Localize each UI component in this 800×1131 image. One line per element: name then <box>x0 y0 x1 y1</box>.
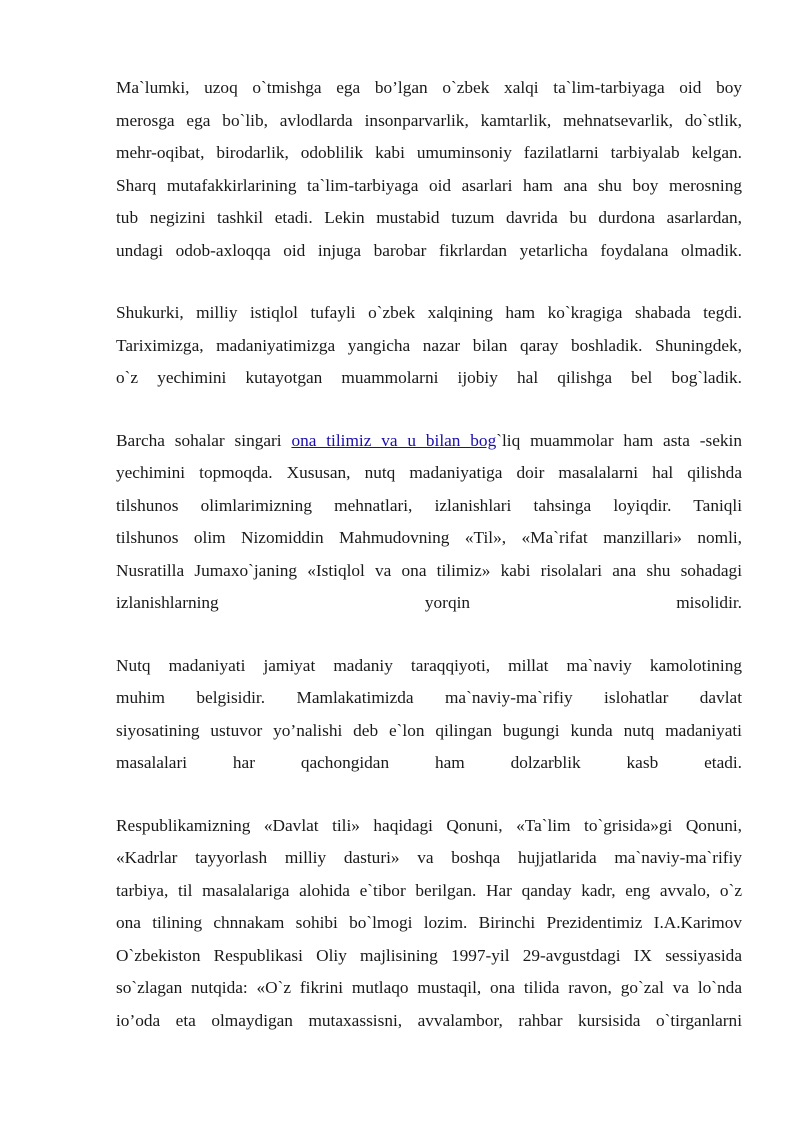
text-line: Tariximizga, madaniyatimizga yangicha nazar bilan qaray boshladik. Shuningdek, <box>116 335 742 355</box>
text-line: Nusratilla Jumaxo`janing «Istiqlol va ona tilimiz» kabi risolalari ana shu sohadagi <box>116 560 742 580</box>
text-line: tub negizini tashkil etadi. Lekin mustabid tuzum davrida bu durdona asarlardan, <box>116 208 742 227</box>
text-line: masalalari har qachongidan ham dolzarblik kasb etadi. <box>116 753 742 772</box>
text-line: O`zbekiston Respublikasi Oliy majlisining 1997-yil 29-avgustdagi IX sessiyasida <box>116 945 742 965</box>
text-segment: Barcha sohalar singari <box>116 430 292 450</box>
paragraph-4 <box>116 650 742 780</box>
text-line: merosga ega bo`lib, avlodlarda insonparvarlik, kamtarlik, mehnatsevarlik, do`stlik, <box>116 110 742 130</box>
text-line: undagi odob-axloqqa oid injuga barobar fikrlardan yetarlicha foydalana olmadik. <box>116 240 742 260</box>
text-line: siyosatining ustuvor yo’nalishi deb e`lon qilingan bugungi kunda nutq madaniyati <box>116 720 742 740</box>
paragraph-5 <box>116 810 742 1038</box>
text-line: Respublikamizning «Davlat tili» haqidagi Qonuni, «Ta`lim to`grisida»gi Qonuni, <box>116 815 742 835</box>
text-line: yechimini topmoqda. Xususan, nutq madaniyatiga doir masalalarni hal qilishda <box>116 463 742 482</box>
text-line: mehr-oqibat, birodarlik, odoblilik kabi umuminsoniy fazilatlarni tarbiyalab kelgan. <box>116 143 742 162</box>
paragraph-1 <box>116 72 742 267</box>
text-line: «Kadrlar tayyorlash milliy dasturi» va boshqa hujjatlarida ma`naviy-ma`rifiy <box>116 848 742 867</box>
text-line: so`zlagan nutqida: «O`z fikrini mutlaqo mustaqil, ona tilida ravon, go`zal va lo`nda <box>116 978 742 997</box>
text-line: tilshunos olim Nizomiddin Mahmudovning «Til», «Ma`rifat manzillari» nomli, <box>116 528 742 547</box>
document-body <box>116 72 742 1067</box>
text-line: Shukurki, milliy istiqlol tufayli o`zbek xalqining ham ko`kragiga shabada tegdi. <box>116 303 742 322</box>
text-line <box>116 425 742 458</box>
hyperlink[interactable]: ona tilimiz va u bilan bog <box>291 430 497 450</box>
text-line: Sharq mutafakkirlarining ta`lim-tarbiyaga oid asarlari ham ana shu boy merosning <box>116 175 742 195</box>
text-line: Ma`lumki, uzoq o`tmishga ega bo’lgan o`zbek xalqi ta`lim-tarbiyaga oid boy <box>116 78 742 97</box>
text-segment: `liq muammolar ham asta -sekin <box>496 430 742 450</box>
text-line: tilshunos olimlarimizning mehnatlari, izlanishlari tahsinga loyiqdir. Taniqli <box>116 495 742 515</box>
text-line: muhim belgisidir. Mamlakatimizda ma`naviy-ma`rifiy islohatlar davlat <box>116 688 742 707</box>
text-line: io’oda eta olmaydigan mutaxassisni, avvalambor, rahbar kursisida o`tirganlarni <box>116 1010 742 1030</box>
paragraph-2 <box>116 297 742 395</box>
text-line: izlanishlarning yorqin misolidir. <box>116 593 742 612</box>
text-line: ona tilining chnnakam sohibi bo`lmogi lozim. Birinchi Prezidentimiz I.A.Karimov <box>116 913 742 932</box>
paragraph-3 <box>116 425 742 620</box>
text-line: Nutq madaniyati jamiyat madaniy taraqqiyoti, millat ma`naviy kamolotining <box>116 655 742 675</box>
text-line: tarbiya, til masalalariga alohida e`tibor berilgan. Har qanday kadr, eng avvalo, o`z <box>116 880 742 900</box>
text-line: o`z yechimini kutayotgan muammolarni ijobiy hal qilishga bel bog`ladik. <box>116 368 742 387</box>
